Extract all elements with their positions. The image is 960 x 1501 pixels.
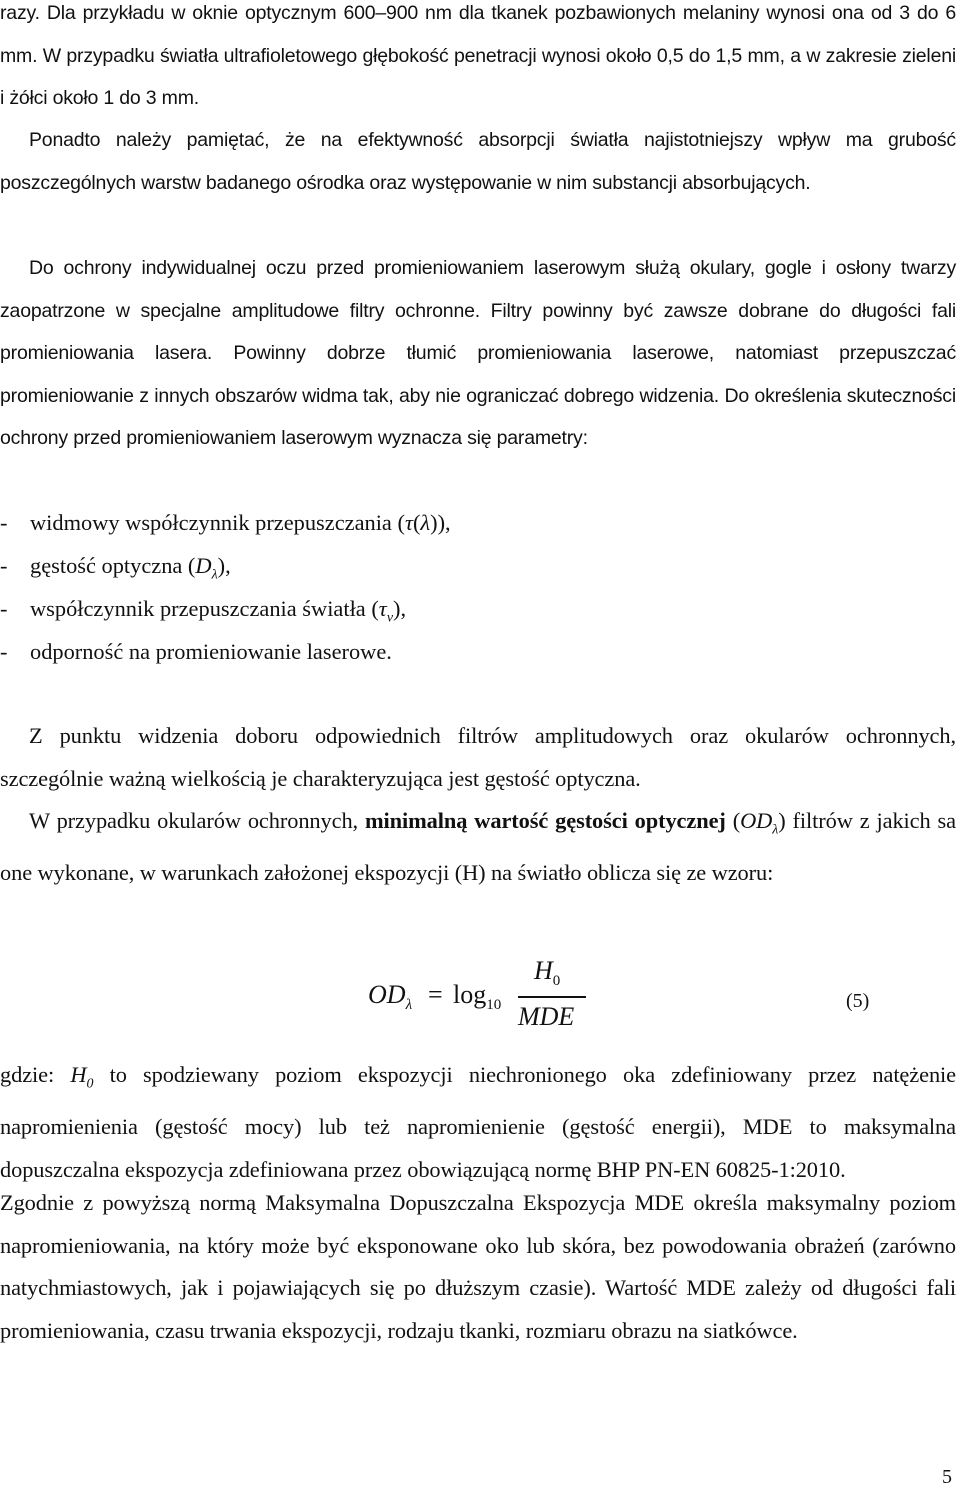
list-dash: - — [0, 639, 8, 664]
paragraph-minimum-optical-density: W przypadku okularów ochronnych, minimalną wartość gęstości optycznej $(OD_\lambda)$ filtrów z jakich sa one wykonane, w warunkach założonej ekspozycji (H) na światło oblicza się ze wzoru: — [0, 808, 956, 886]
paragraph-absorption: Ponadto należy pamiętać, że na efektywność absorpcji światła najistotniejszy wpływ ma grubość poszczególnych warstw badanego ośrodka oraz występowanie w nim substancji absorbujących. — [0, 129, 956, 194]
equation-number: (5) — [846, 990, 870, 1012]
equation-lhs: $OD_\lambda$ — [368, 980, 413, 1014]
list-item-optical-density: - gęstość optyczna $(D_\lambda)$, — [0, 545, 900, 597]
list-item-spectral-transmittance: - widmowy współczynnik przepuszczania (τ(λ)), — [0, 502, 900, 545]
equation-fraction-bar — [518, 996, 586, 998]
list-dash: - — [0, 553, 8, 578]
paragraph-eye-protection: Do ochrony indywidualnej oczu przed promieniowaniem laserowym służą okulary, gogle i osłony twarzy zaopatrzone w specjalne amplitudowe filtry ochronne. Filtry powinny być zawsze dobrane do długości fali promieniowania lasera. Powinny dobrze tłumić promieniowania laserowe, natomiast przepuszczać promieniowanie z innych obszarów widma tak, aby nie ograniczać dobrego widzenia. Do określenia skuteczności ochrony przed promieniowaniem laserowym wyznacza się parametry: — [0, 257, 956, 449]
equation-numerator: $H_0$ — [534, 956, 561, 990]
list-item-light-transmittance: - współczynnik przepuszczania światła $(\tau_v)$, — [0, 588, 900, 640]
equation-optical-density — [368, 958, 608, 1038]
equation-denominator: MDE — [518, 1002, 575, 1031]
list-item-laser-resistance: - odporność na promieniowanie laserowe. — [0, 631, 900, 674]
page-number: 5 — [942, 1466, 952, 1488]
emphasis-minimum-od: minimalną wartość gęstości optycznej — [364, 808, 726, 833]
paragraph-optical-density-importance: Z punktu widzenia doboru odpowiednich filtrów amplitudowych oraz okularów ochronnych, szczególnie ważną wielkością je charakteryzująca jest gęstość optyczna. — [0, 723, 956, 791]
list-dash: - — [0, 596, 8, 621]
paragraph-definitions: gdzie: $H_0$ to spodziewany poziom ekspozycji niechronionego oka zdefiniowany przez natężenie napromienienia (gęstość mocy) lub też napromienienie (gęstość energii), MDE to maksymalna dopuszczalna ekspozycja zdefiniowana przez obowiązującą normę BHP PN-EN 60825-1:2010. — [0, 1062, 957, 1182]
paragraph-mde-norm: Zgodnie z powyższą normą Maksymalna Dopuszczalna Ekspozycja MDE określa maksymalny poziom napromieniowania, na który może być eksponowane oko lub skóra, bez powodowania obrażeń (zarówno natychmiastowych, jak i pojawiających się po dłuższym czasie). Wartość MDE zależy od długości fali promieniowania, czasu trwania ekspozycji, rodzaju tkanki, rozmiaru obrazu na siatkówce. — [0, 1190, 956, 1344]
equation-equals: = — [428, 980, 443, 1009]
equation-log: $\log_{10}$ — [453, 980, 502, 1014]
list-dash: - — [0, 510, 8, 535]
paragraph-penetration: razy. Dla przykładu w oknie optycznym 600–900 nm dla tkanek pozbawionych melaniny wynosi ona od 3 do 6 mm. W przypadku światła ultrafioletowego głębokość penetracji wynosi około 0,5 do 1,5 mm, a w zakresie zieleni i żółci około 1 do 3 mm. — [0, 2, 956, 109]
